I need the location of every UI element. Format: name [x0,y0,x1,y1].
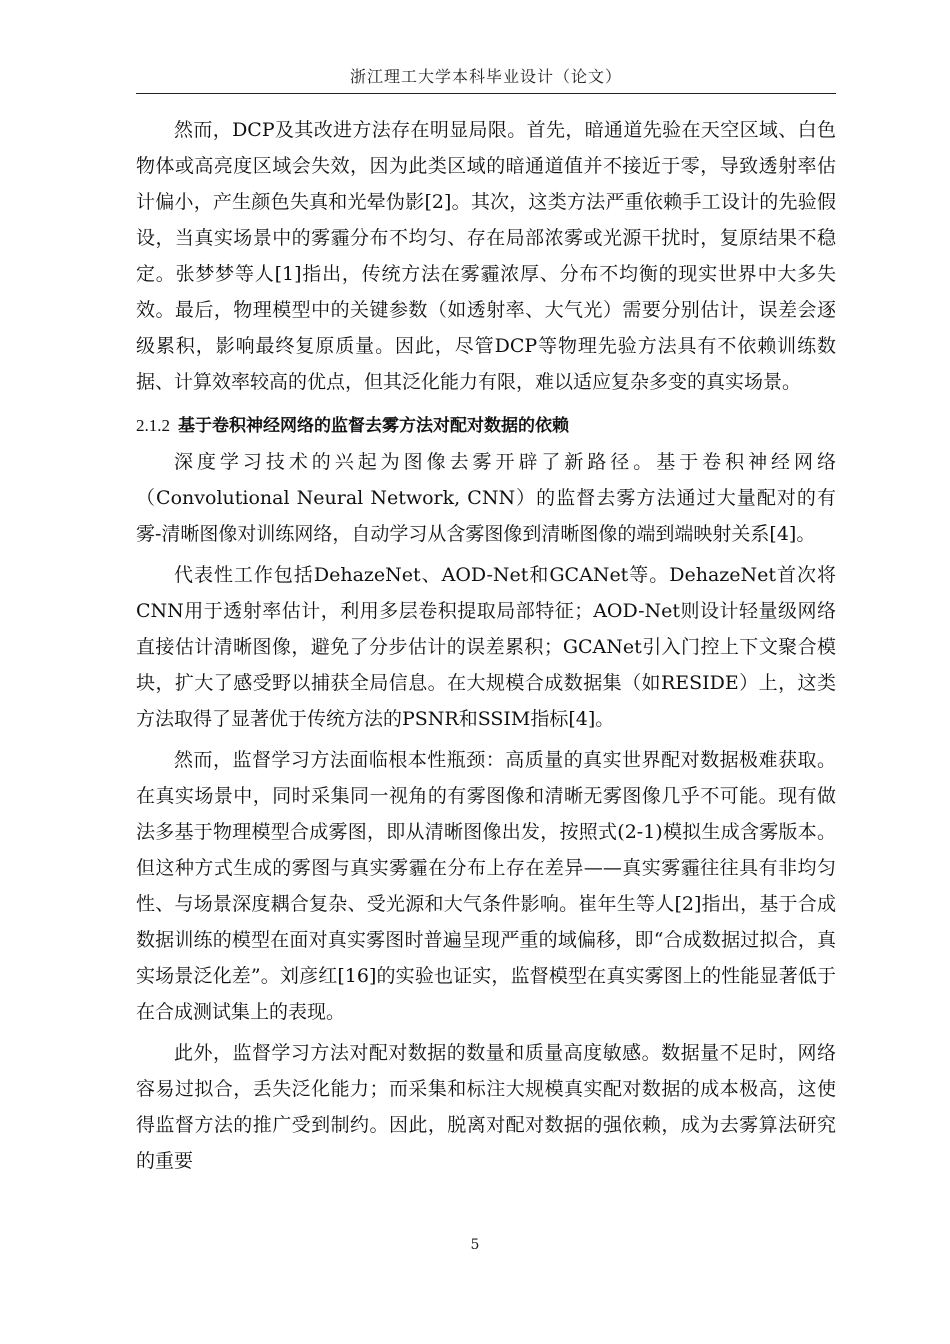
paragraph-data-sensitivity: 此外，监督学习方法对配对数据的数量和质量高度敏感。数据量不足时，网络容易过拟合，丢失泛化能力；而采集和标注大规模真实配对数据的成本极高，这使得监督方法的推广受到制约。因此，脱离对配对数据的强依赖，成为去雾算法研究的重要 [136,1042,836,1172]
running-header: 浙江理工大学本科毕业设计（论文） [349,67,622,86]
page-number: 5 [470,1237,480,1253]
paragraph-representative-work: 代表性工作包括DehazeNet、AOD-Net和GCANet等。DehazeNet首次将CNN用于透射率估计，利用多层卷积提取局部特征；AOD-Net则设计轻量级网络直接估计清晰图像，避免了分步估计的误差累积；GCANet引入门控上下文聚合模块，扩大了感受野以捕获全局信息。在大规模合成数据集（如RESIDE）上，这类方法取得了显著优于传统方法的PSNR和SSIM指标[4]。 [136,564,836,730]
section-heading [136,408,836,444]
paragraph-dcp-limitations: 然而，DCP及其改进方法存在明显局限。首先，暗通道先验在天空区域、白色物体或高亮度区域会失效，因为此类区域的暗通道值并不接近于零，导致透射率估计偏小，产生颜色失真和光晕伪影[2]。其次，这类方法严重依赖手工设计的先验假设，当真实场景中的雾霾分布不均匀、存在局部浓雾或光源干扰时，复原结果不稳定。张梦梦等人[1]指出，传统方法在雾霾浓厚、分布不均衡的现实世界中大多失效。最后，物理模型中的关键参数（如透射率、大气光）需要分别估计，误差会逐级累积，影响最终复原质量。因此，尽管DCP等物理先验方法具有不依赖训练数据、计算效率较高的优点，但其泛化能力有限，难以适应复杂多变的真实场景。 [136,119,836,393]
section-number: 2.1.2 [136,416,170,435]
section-title: 基于卷积神经网络的监督去雾方法对配对数据的依赖 [178,416,569,436]
paragraph-deep-learning-intro: 深度学习技术的兴起为图像去雾开辟了新路径。基于卷积神经网络（Convolutional Neural Network, CNN）的监督去雾方法通过大量配对的有雾-清晰图像对训练网络，自动学习从含雾图像到清晰图像的端到端映射关系[4]。 [136,451,836,545]
body-text [136,112,836,1184]
paragraph-supervised-bottleneck: 然而，监督学习方法面临根本性瓶颈：高质量的真实世界配对数据极难获取。在真实场景中，同时采集同一视角的有雾图像和清晰无雾图像几乎不可能。现有做法多基于物理模型合成雾图，即从清晰图像出发，按照式(2-1)模拟生成含雾版本。但这种方式生成的雾图与真实雾霾在分布上存在差异——真实雾霾往往具有非均匀性、与场景深度耦合复杂、受光源和大气条件影响。崔年生等人[2]指出，基于合成数据训练的模型在面对真实雾图时普遍呈现严重的域偏移，即“合成数据过拟合，真实场景泛化差”。刘彦红[16]的实验也证实，监督模型在真实雾图上的性能显著低于在合成测试集上的表现。 [136,749,836,1023]
header-rule [136,93,836,94]
